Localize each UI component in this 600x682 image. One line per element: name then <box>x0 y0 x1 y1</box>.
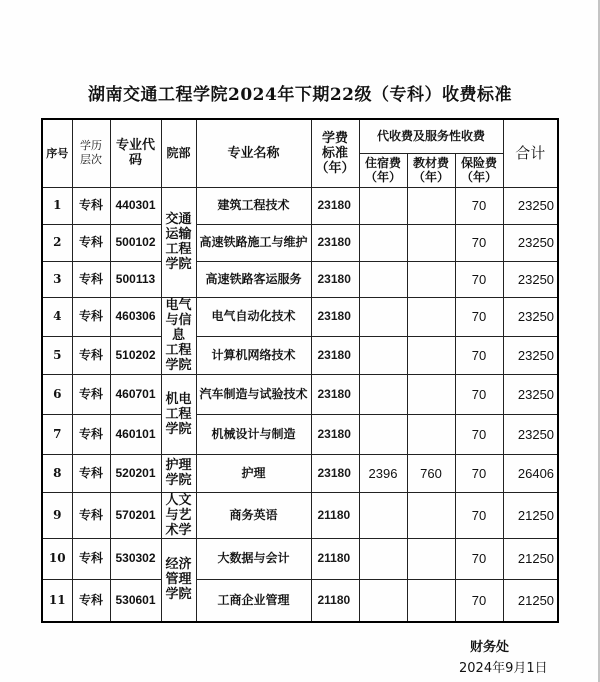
cell-insurance: 70 <box>455 336 503 374</box>
header-seq: 序号 <box>42 119 72 187</box>
cell-code: 440301 <box>110 187 161 224</box>
cell-major: 工商企业管理 <box>196 579 311 622</box>
header-insurance: 保险费 （年） <box>455 153 503 187</box>
department-line: 息 <box>171 328 185 343</box>
cell-total: 21250 <box>503 492 558 538</box>
cell-tuition: 23180 <box>311 336 359 374</box>
cell-total: 21250 <box>503 538 558 579</box>
cell-major: 汽车制造与试验技术 <box>196 374 311 414</box>
cell-major: 护理 <box>196 454 311 492</box>
cell-seq: 4 <box>42 297 72 336</box>
header-major: 专业名称 <box>196 119 311 187</box>
cell-insurance: 70 <box>455 414 503 454</box>
department-line: 交通 <box>165 212 192 227</box>
cell-lodging: 2396 <box>359 454 407 492</box>
cell-insurance: 70 <box>455 261 503 297</box>
cell-total: 26406 <box>503 454 558 492</box>
cell-tuition: 23180 <box>311 297 359 336</box>
header-total: 合计 <box>503 119 558 187</box>
cell-code: 530302 <box>110 538 161 579</box>
cell-major: 高速铁路施工与维护 <box>196 224 311 261</box>
cell-insurance: 70 <box>455 297 503 336</box>
cell-code: 460701 <box>110 374 161 414</box>
cell-seq: 1 <box>42 187 72 224</box>
department-line: 护理 <box>165 458 192 473</box>
cell-department <box>161 454 196 492</box>
cell-total: 23250 <box>503 224 558 261</box>
cell-level: 专科 <box>72 374 110 414</box>
department-line: 经济 <box>165 557 192 573</box>
cell-total: 23250 <box>503 187 558 224</box>
cell-tuition: 23180 <box>311 187 359 224</box>
table-row <box>42 454 558 492</box>
department-line: 学院 <box>165 587 192 603</box>
cell-lodging <box>359 492 407 538</box>
cell-code: 500102 <box>110 224 161 261</box>
cell-seq: 10 <box>42 538 72 579</box>
cell-department <box>161 538 196 622</box>
department-line: 工程 <box>165 242 192 257</box>
cell-department <box>161 187 196 297</box>
cell-seq: 6 <box>42 374 72 414</box>
cell-department <box>161 297 196 374</box>
department-line: 与信 <box>165 313 192 328</box>
cell-major: 大数据与会计 <box>196 538 311 579</box>
cell-books <box>407 187 455 224</box>
cell-major: 计算机网络技术 <box>196 336 311 374</box>
fee-table <box>41 118 559 623</box>
fee-table-body <box>42 187 558 622</box>
cell-lodging <box>359 297 407 336</box>
cell-total: 23250 <box>503 374 558 414</box>
cell-seq: 9 <box>42 492 72 538</box>
cell-level: 专科 <box>72 454 110 492</box>
cell-major: 机械设计与制造 <box>196 414 311 454</box>
department-line: 工程 <box>165 406 192 422</box>
header-dept: 院部 <box>161 119 196 187</box>
cell-books <box>407 224 455 261</box>
cell-books: 760 <box>407 454 455 492</box>
cell-lodging <box>359 414 407 454</box>
cell-books <box>407 492 455 538</box>
table-row <box>42 414 558 454</box>
cell-books <box>407 414 455 454</box>
cell-tuition: 23180 <box>311 414 359 454</box>
cell-total: 23250 <box>503 261 558 297</box>
cell-level: 专科 <box>72 414 110 454</box>
cell-code: 530601 <box>110 579 161 622</box>
department-line: 学院 <box>165 358 192 373</box>
cell-total: 23250 <box>503 414 558 454</box>
cell-department <box>161 374 196 454</box>
department-line: 术学 <box>165 522 192 538</box>
cell-total: 23250 <box>503 336 558 374</box>
cell-books <box>407 579 455 622</box>
cell-level: 专科 <box>72 336 110 374</box>
cell-seq: 7 <box>42 414 72 454</box>
department-line: 与艺 <box>165 507 192 523</box>
department-line: 工程 <box>165 343 192 358</box>
cell-lodging <box>359 538 407 579</box>
header-books: 教材费 （年） <box>407 153 455 187</box>
cell-level: 专科 <box>72 579 110 622</box>
header-tuition: 学费 标准 （年） <box>311 119 359 187</box>
cell-insurance: 70 <box>455 187 503 224</box>
cell-tuition: 21180 <box>311 538 359 579</box>
cell-tuition: 23180 <box>311 224 359 261</box>
cell-tuition: 23180 <box>311 374 359 414</box>
cell-code: 460101 <box>110 414 161 454</box>
cell-major: 商务英语 <box>196 492 311 538</box>
cell-code: 570201 <box>110 492 161 538</box>
cell-insurance: 70 <box>455 454 503 492</box>
table-row <box>42 261 558 297</box>
header-lodging: 住宿费 （年） <box>359 153 407 187</box>
cell-seq: 11 <box>42 579 72 622</box>
cell-tuition: 23180 <box>311 261 359 297</box>
table-row <box>42 492 558 538</box>
department-line: 管理 <box>165 572 192 588</box>
cell-total: 23250 <box>503 297 558 336</box>
cell-level: 专科 <box>72 261 110 297</box>
header-service-fees-group: 代收费及服务性收费 <box>359 119 503 153</box>
cell-insurance: 70 <box>455 374 503 414</box>
cell-insurance: 70 <box>455 579 503 622</box>
cell-major: 高速铁路客运服务 <box>196 261 311 297</box>
table-row <box>42 187 558 224</box>
cell-books <box>407 374 455 414</box>
cell-insurance: 70 <box>455 224 503 261</box>
cell-seq: 2 <box>42 224 72 261</box>
cell-lodging <box>359 579 407 622</box>
department-line: 学院 <box>165 473 192 488</box>
cell-lodging <box>359 224 407 261</box>
department-line: 机电 <box>165 391 192 407</box>
cell-level: 专科 <box>72 187 110 224</box>
cell-seq: 3 <box>42 261 72 297</box>
table-row <box>42 374 558 414</box>
cell-tuition: 23180 <box>311 454 359 492</box>
issuer-label: 财务处 <box>470 640 510 655</box>
cell-tuition: 21180 <box>311 579 359 622</box>
cell-lodging <box>359 261 407 297</box>
department-line: 运输 <box>165 227 192 242</box>
header-level: 学历层次 <box>72 119 110 187</box>
department-line: 学院 <box>165 257 192 272</box>
cell-lodging <box>359 336 407 374</box>
cell-code: 520201 <box>110 454 161 492</box>
table-row <box>42 538 558 579</box>
cell-level: 专科 <box>72 224 110 261</box>
cell-insurance: 70 <box>455 492 503 538</box>
table-row <box>42 336 558 374</box>
cell-lodging <box>359 187 407 224</box>
cell-major: 电气自动化技术 <box>196 297 311 336</box>
table-row <box>42 224 558 261</box>
table-row <box>42 579 558 622</box>
cell-total: 21250 <box>503 579 558 622</box>
cell-books <box>407 261 455 297</box>
cell-code: 500113 <box>110 261 161 297</box>
cell-tuition: 21180 <box>311 492 359 538</box>
cell-level: 专科 <box>72 492 110 538</box>
cell-books <box>407 336 455 374</box>
cell-seq: 5 <box>42 336 72 374</box>
cell-department <box>161 492 196 538</box>
cell-books <box>407 538 455 579</box>
cell-seq: 8 <box>42 454 72 492</box>
table-row <box>42 297 558 336</box>
department-line: 电气 <box>165 298 192 313</box>
cell-insurance: 70 <box>455 538 503 579</box>
cell-lodging <box>359 374 407 414</box>
department-line: 人文 <box>165 492 192 508</box>
department-line: 学院 <box>165 421 192 437</box>
cell-level: 专科 <box>72 297 110 336</box>
cell-code: 510202 <box>110 336 161 374</box>
cell-major: 建筑工程技术 <box>196 187 311 224</box>
cell-code: 460306 <box>110 297 161 336</box>
header-row <box>42 119 558 153</box>
cell-books <box>407 297 455 336</box>
issue-date: 2024年9月1日 <box>459 661 548 676</box>
cell-level: 专科 <box>72 538 110 579</box>
page-title: 湖南交通工程学院2024年下期22级（专科）收费标准 <box>88 85 512 105</box>
header-code: 专业代码 <box>110 119 161 187</box>
